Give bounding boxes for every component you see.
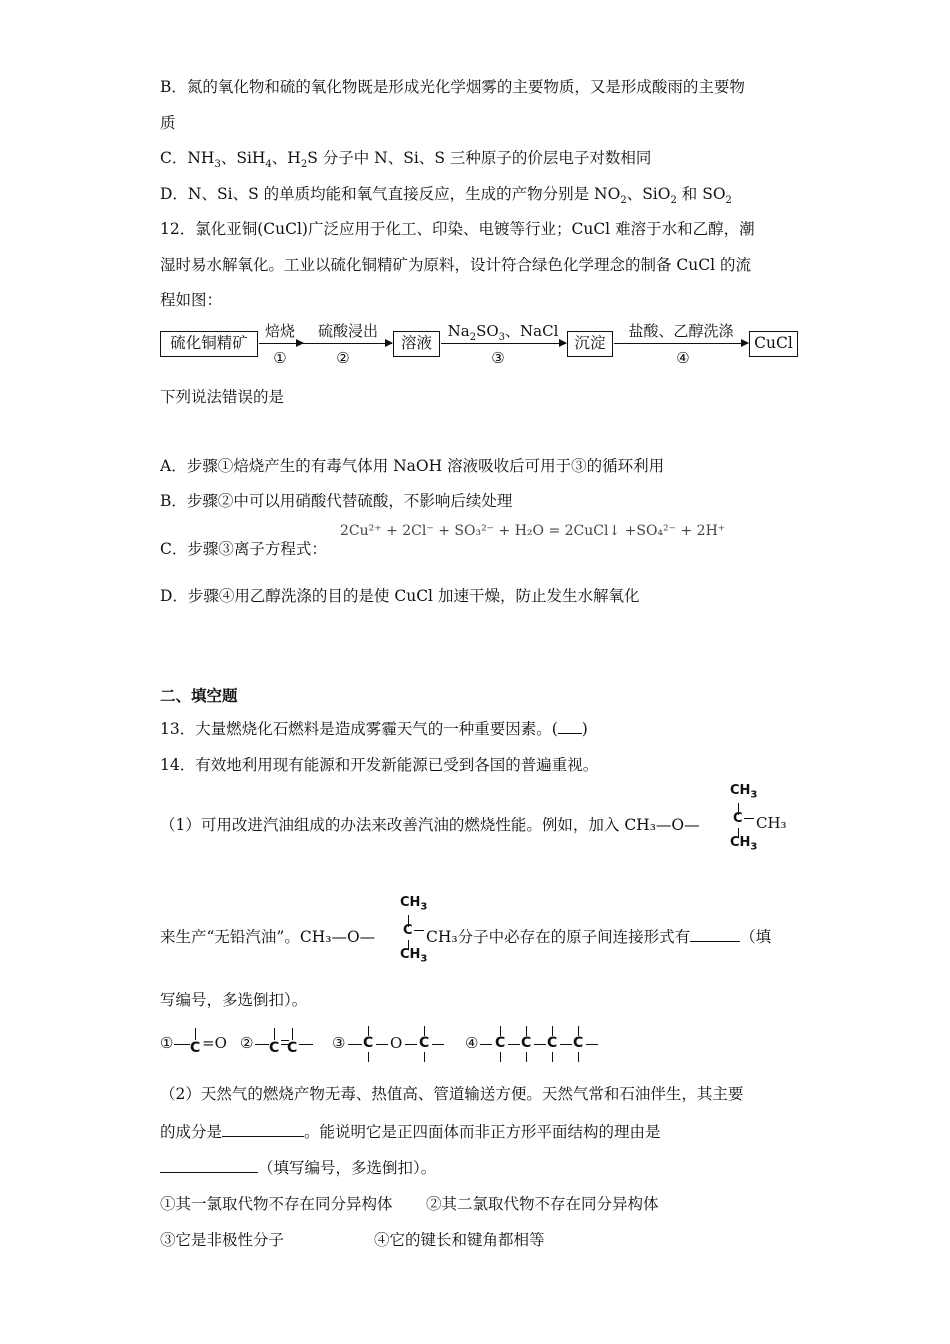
alkene-carbon-1: C (269, 1040, 280, 1056)
mtbe-structure-1 (718, 783, 788, 853)
q14-1-line2-end: CH₃分子中必存在的原子间连接形式有 （填 (426, 928, 772, 946)
reason-2: ②其二氯取代物不存在同分异构体 (426, 1195, 659, 1213)
q13: 13．大量燃烧化石燃料是造成雾霾天气的一种重要因素。( ) (160, 720, 588, 738)
ether-carbon-1: C (363, 1035, 374, 1051)
option-3-label: ③ (332, 1034, 346, 1052)
q12-stem-line1: 12．氯化亚铜(CuCl)广泛应用于化工、印染、电镀等行业；CuCl 难溶于水和乙醇，潮 (160, 220, 755, 238)
chain-carbon-2: C (521, 1035, 532, 1051)
reason-3: ③它是非极性分子 (160, 1231, 285, 1249)
alkene-carbon-2: C (287, 1040, 298, 1056)
q12-option-d: D．步骤④用乙醇洗涤的目的是使 CuCl 加速干燥，防止发生水解氧化 (160, 587, 640, 605)
flow-box-precipitate: 沉淀 (567, 331, 613, 357)
flow-step2-label: 硫酸浸出 (317, 322, 378, 340)
q11-option-b: B．氮的氧化物和硫的氧化物既是形成光化学烟雾的主要物质，又是形成酸雨的主要物 (160, 78, 745, 96)
chain-carbon-1: C (495, 1035, 506, 1051)
carbonyl-carbon: C (190, 1040, 201, 1056)
flow-arrow-1 (259, 343, 303, 344)
methyl-bottom: $CH_3$ (730, 835, 758, 853)
q14: 14．有效地利用现有能源和开发新能源已受到各国的普遍重视。 (160, 756, 599, 774)
flow-step2-number: ② (336, 349, 350, 367)
q14-2-line2: 的成分是 。能说明它是正四面体而非正方形平面结构的理由是 (160, 1123, 661, 1141)
reason-1: ①其一氯取代物不存在同分异构体 (160, 1195, 393, 1213)
bond-options (160, 1026, 620, 1066)
methyl-top-2: $CH_3$ (400, 895, 428, 913)
option-4-label: ④ (465, 1034, 479, 1052)
flow-box-cucl: CuCl (749, 331, 798, 357)
ionic-equation: 2Cu²⁺ + 2Cl⁻ + SO₃²⁻ + H₂O = 2CuCl↓ +SO₄²⁻ + 2H⁺ (340, 523, 726, 539)
reason-4: ④它的键长和键角都相等 (374, 1231, 545, 1249)
chain-carbon-4: C (573, 1035, 584, 1051)
q14-1-line2: 来生产“无铅汽油”。CH₃—O— (160, 928, 376, 946)
flow-arrow-3 (441, 343, 566, 344)
q14-1-line3: 写编号，多选倒扣）。 (160, 991, 308, 1009)
q14-2-line1: （2）天然气的燃烧产物无毒、热值高、管道输送方便。天然气常和石油伴生，其主要 (160, 1085, 744, 1103)
q12-question: 下列说法错误的是 (160, 388, 285, 406)
q12-option-a: A．步骤①焙烧产生的有毒气体用 NaOH 溶液吸收后可用于③的循环利用 (160, 457, 665, 475)
flow-step1-number: ① (273, 349, 287, 367)
process-flowchart (160, 322, 800, 370)
q14-1-line1: （1）可用改进汽油组成的办法来改善汽油的燃烧性能。例如，加入 CH₃—O— (160, 816, 700, 834)
q11-option-b-cont: 质 (160, 114, 176, 132)
flow-arrow-2 (303, 343, 392, 344)
chain-carbon-3: C (547, 1035, 558, 1051)
q12-option-c: C．步骤③离子方程式： (160, 540, 327, 558)
ether-carbon-2: C (419, 1035, 430, 1051)
flow-box-solution: 溶液 (393, 331, 440, 357)
q12-stem-line3: 程如图： (160, 291, 223, 309)
central-carbon: C (733, 811, 743, 826)
option-1-label: ① (160, 1034, 174, 1052)
methyl-bottom-2: $CH_3$ (400, 947, 428, 965)
ether-oxygen: O (390, 1034, 403, 1052)
flow-step4-label: 盐酸、乙醇洗涤 (628, 322, 734, 340)
flow-arrow-4 (614, 343, 748, 344)
carbonyl-oxygen: =O (202, 1034, 227, 1052)
flow-step1-label: 焙烧 (264, 322, 295, 340)
methyl-top: $CH_3$ (730, 783, 758, 801)
q11-option-c: C．$NH_3$、SiH$_4$、$H_2S$ 分子中 N、Si、S 三种原子的价层电子对数相同 (160, 149, 652, 171)
flow-step4-number: ④ (676, 349, 690, 367)
q14-2-line3: （填写编号，多选倒扣）。 (160, 1158, 436, 1178)
flow-box-copper-sulfide: 硫化铜精矿 (160, 331, 258, 357)
option-2-label: ② (240, 1034, 254, 1052)
q12-stem-line2: 湿时易水解氧化。工业以硫化铜精矿为原料，设计符合绿色化学理念的制备 CuCl 的流 (160, 256, 752, 274)
flow-step3-number: ③ (491, 349, 505, 367)
flow-step3-label: $Na_2SO_3$、NaCl (447, 322, 559, 343)
q11-option-d: D．N、Si、S 的单质均能和氧气直接反应，生成的产物分别是 $NO_2$、SiO$_2$ 和 $SO_2$ (160, 185, 732, 207)
q12-option-b: B．步骤②中可以用硝酸代替硫酸，不影响后续处理 (160, 492, 513, 510)
section-heading: 二、填空题 (160, 687, 238, 705)
methyl-right: CH₃ (756, 814, 787, 832)
central-carbon-2: C (403, 923, 413, 938)
